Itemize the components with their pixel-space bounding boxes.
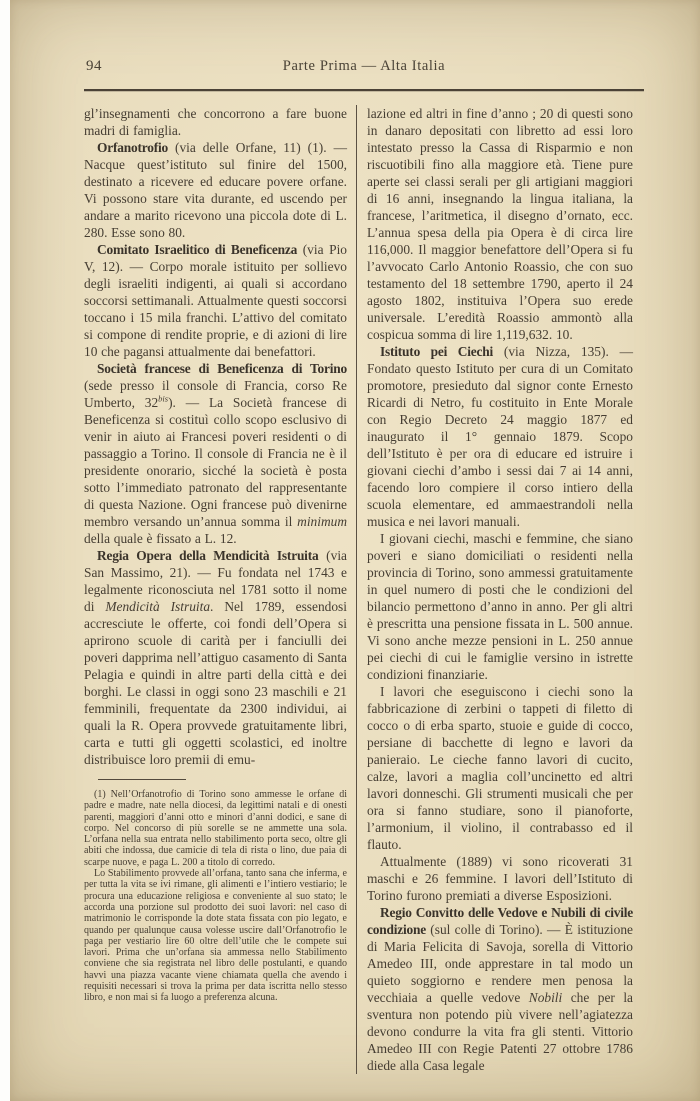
column-divider-rule	[356, 105, 357, 1074]
page-header	[84, 58, 644, 78]
paragraph	[367, 530, 633, 683]
paragraph	[367, 683, 633, 853]
paragraph	[84, 139, 347, 241]
right-column-body	[367, 105, 633, 1074]
footnote	[84, 789, 347, 1004]
text-run: Attualmente (1889) vi sono ricoverati 31 maschi e 26 femmine. I lavori dell’Istituto di Torino furono premiati a diverse Esposizioni.	[367, 854, 633, 903]
right-column	[367, 105, 633, 1074]
text-run: (sede presso il console di Francia, corso Re Umberto, 32	[84, 378, 347, 410]
text-run: della quale è fissato a L. 12.	[84, 531, 237, 546]
paragraph	[84, 241, 347, 360]
two-column-text-block	[84, 105, 644, 1074]
paragraph	[367, 105, 633, 343]
text-run: (via delle Orfane, 11) (1). — Nacque quest’istituto sul finire del 1500, destinato a ricevere ed educare povere orfane. Vi possono stare vita durante, ed uscendo per andare a marito ricevono una piccola dote di L. 280. Esse sono 80.	[84, 140, 347, 240]
text-run: minimum	[297, 514, 347, 529]
paragraph	[84, 105, 347, 139]
page-number: 94	[86, 58, 102, 74]
paragraph	[84, 868, 347, 1004]
entry-heading: Orfanotrofio	[97, 140, 168, 155]
entry-heading: Regia Opera della Mendicità Istruita	[97, 548, 319, 563]
text-run: gl’insegnamenti che concorrono a fare buone madri di famiglia.	[84, 106, 347, 138]
text-run: Mendicità Istruita	[105, 599, 211, 614]
paragraph	[84, 360, 347, 547]
text-run: . Nel 1789, essendosi accresciute le offerte, coi fondi dell’Opera si aprirono scuole di carità per i fanciulli dei poveri dapprima nell’attiguo casamento di Santa Pelagia e quindi in altre parti della città e dei borghi. Le classi in oggi sono 23 maschili e 21 femminili, frequentate da 2300 individui, ai quali la R. Opera provvede gratuitamente libri, carta e tutti gli oggetti scolastici, ed inoltre distribuisce loro premii di emu-	[84, 599, 347, 767]
left-column-body	[84, 105, 347, 768]
text-run: (via Nizza, 135). — Fondato questo Istituto per cura di un Comitato promotore, presieduto dal signor conte Ernesto Ricardi di Netro, fu costituito in Ente Morale con Regio Decreto 24 maggio 1877 ed inaugurato il 1° gennaio 1879. Scopo dell’Istituto è per ora di educare ed istruire i giovani ciechi d’ambo i sessi dai 7 ai 14 anni, facendo loro compiere il corso intiero della scuola elementare, ed ammaestrandoli nella musica e nei lavori manuali.	[367, 344, 633, 529]
entry-heading: Comitato Israelitico di Beneficenza	[97, 242, 298, 257]
entry-heading: Regio Convitto delle Vedove e Nubili di civile condizione	[367, 905, 633, 937]
text-run: I giovani ciechi, maschi e femmine, che siano poveri e siano domiciliati o residenti nella provincia di Torino, sono ammessi gratuitamente in quel numero di posti che le condizioni del bilancio permettono d’anno in anno. Per gli altri è prescritta una pensione fissata in L. 500 annue. Vi sono anche mezze pensioni in L. 250 annue pei ciechi di cui le famiglie versino in istrette condizioni finanziarie.	[367, 531, 633, 682]
text-run: ). — La Società francese di Beneficenza si costituì collo scopo esclusivo di venir in aiuto ai Francesi poveri residenti o di passaggio a Torino. Il console di Francia ne è il presidente onorario, sicché la società è posta sotto l’immediato patronato del rappresentante di questa Nazione. Ogni francese può divenirne membro versando un’annua somma il	[84, 395, 347, 529]
footnote-separator	[98, 779, 186, 780]
text-run: (via San Massimo, 21). — Fu fondata nel 1743 e legalmente riconosciuta nel 1781 sotto il nome di	[84, 548, 347, 614]
scan-edge-strip	[0, 0, 10, 1101]
paragraph	[367, 343, 633, 530]
running-title: Parte Prima — Alta Italia	[282, 58, 446, 74]
text-run: (sul colle di Torino). — È istituzione di Maria Felicita di Savoja, sorella di Vittorio Amedeo III, onde apprestare in tal modo un quieto soggiorno e rendere men penosa la vecchiaia a quelle vedove	[367, 922, 633, 1005]
paragraph	[367, 853, 633, 904]
text-run: (1) Nell’Orfanotrofio di Torino sono ammesse le orfane di padre e madre, nate nella diocesi, da legittimi natali e di onesti parenti, maggiori d’anni otto e minori d’anni dodici, e sane di corpo. Nel concorso di più sorelle se ne ammette una sola. L’orfana nella sua entrata nello stabilimento porta seco, oltre gli abiti che indossa, due camicie di tela di rista o lino, due paia di scarpe nuove, e paga L. 200 a titolo di corredo.	[84, 789, 347, 868]
text-run: che per la sventura non potendo più vivere nell’agiatezza devono condurre la vita fra gli stenti. Vittorio Amedeo III con Regie Patenti 27 ottobre 1786 diede alla Casa legale	[367, 990, 633, 1073]
text-run: lazione ed altri in fine d’anno ; 20 di questi sono in danaro depositati con libretto ad essi loro intestato presso la Cassa di Risparmio e non riscuotibili fino alla maggiore età. Tiene pure aperte sei classi serali per gli artigiani maggiori di 16 anni, insegnando la lingua italiana, la francese, l’aritmetica, il disegno d’ornato, ecc. L’annua spesa della pia Opera è di circa lire 116,000. Il maggior benefattore dell’Opera si fu l’avvocato Carlo Antonio Roassio, che con suo testamento del 18 settembre 1790, aperto il 24 agosto 1802, instituiva l’Opera suo erede universale. L’eredità Roassio ammontò alla cospicua somma di lire 1,119,632. 10.	[367, 106, 633, 342]
paragraph	[84, 547, 347, 768]
paragraph	[84, 789, 347, 868]
text-run: (via Pio V, 12). — Corpo morale istituito per sollievo degli israeliti indigenti, ai quali si accordano soccorsi settimanali. Attualmente questi soccorsi toccano i 15 mila franchi. L’attivo del comitato si compone di rendite proprie, e di azioni di lire 10 che pagansi attualmente dai benefattori.	[84, 242, 347, 359]
entry-heading: Istituto pei Ciechi	[380, 344, 494, 359]
paragraph	[367, 904, 633, 1074]
left-column	[84, 105, 347, 1074]
text-run: I lavori che eseguiscono i ciechi sono la fabbricazione di zerbini o tappeti di filetto di cocco o di erba sparto, stuoie e guide di cocco, persiane di bacchette di legno e lavori da panieraio. Le cieche fanno lavori di cucito, calze, lavori a maglia coll’uncinetto ed altri lavori donneschi. Gli strumenti musicali che per ora si fanno studiare, sono il pianoforte, l’armonium, il violino, il contrabasso ed il flauto.	[367, 684, 633, 852]
text-run: Lo Stabilimento provvede all’orfana, tanto sana che inferma, e per tutta la vita se ivi rimane, gli alimenti e l’intiero vestiario; le procura una educazione religiosa e conveniente al suo stato; le accorda una porzione sul prodotto dei suoi lavori: nel caso di matrimonio le corrisponde la dote stata fissata con pio legato, e quando per qualunque causa volesse uscire dall’Orfanotrofio le paga per vestiario lire 60 oltre dell’utile che le compete sui lavori. Prima che un’orfana sia ammessa nello Stabilimento conviene che sia registrata nel libro delle postulanti, e quando havvi una piazza vacante viene chiamata quella che avendo i requisiti necessari si trova la prima per data iscritta nello stesso libro, e non mai si fa luogo a preferenza alcuna.	[84, 868, 347, 1004]
header-rule	[84, 89, 644, 91]
entry-heading: Società francese di Beneficenza di Torino	[97, 361, 347, 376]
text-run: Nobili	[528, 990, 563, 1005]
text-run: bis	[158, 393, 169, 404]
scanned-book-page	[10, 0, 700, 1101]
